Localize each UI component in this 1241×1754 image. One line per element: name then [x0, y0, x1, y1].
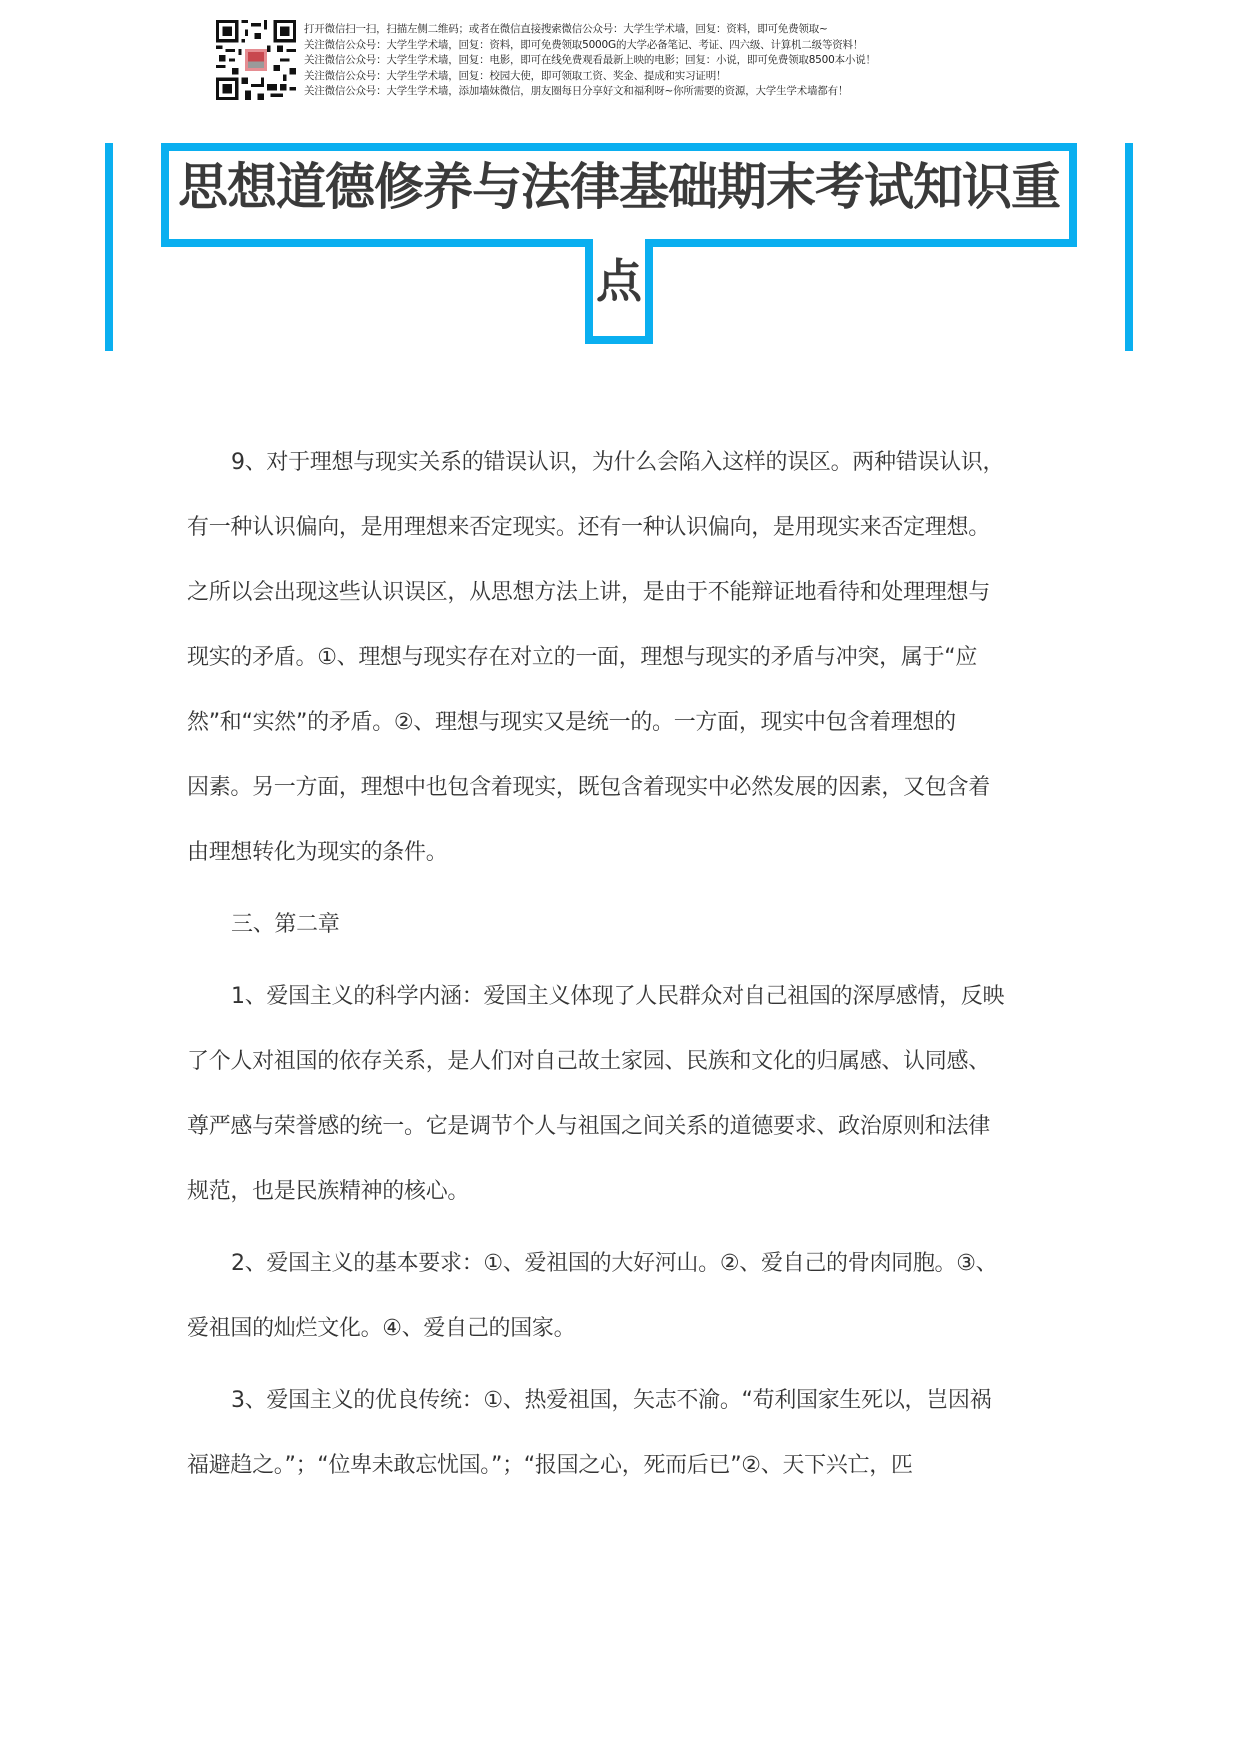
left-accent-bar	[105, 143, 113, 351]
body-line: 1、爱国主义的科学内涵：爱国主义体现了人民群众对自己祖国的深厚感情，反映	[231, 984, 1005, 1009]
page-title-tail: 点	[596, 254, 642, 308]
body-line: 规范，也是民族精神的核心。	[187, 1179, 470, 1204]
promo-line: 打开微信扫一扫，扫描左侧二维码；或者在微信直接搜索微信公众号：大学生学术墙，回复：资料，即可免费领取~	[304, 23, 828, 35]
right-accent-bar	[1125, 143, 1133, 351]
body-line: 现实的矛盾。①、理想与现实存在对立的一面，理想与现实的矛盾与冲突，属于“应	[187, 645, 978, 670]
body-line: 爱祖国的灿烂文化。④、爱自己的国家。	[187, 1316, 576, 1341]
body-line: 由理想转化为现实的条件。	[187, 840, 448, 865]
page-title-box	[161, 143, 1077, 247]
section-heading: 三、第二章	[231, 912, 340, 937]
body-line: 9、对于理想与现实关系的错误认识，为什么会陷入这样的误区。两种错误认识，	[231, 450, 1005, 475]
body-line: 3、爱国主义的优良传统：①、热爱祖国，矢志不渝。“苟利国家生死以，岂因祸	[231, 1388, 992, 1413]
body-line: 之所以会出现这些认识误区，从思想方法上讲，是由于不能辩证地看待和处理理想与	[187, 580, 990, 605]
body-line: 有一种认识偏向，是用理想来否定现实。还有一种认识偏向，是用现实来否定理想。	[187, 515, 990, 540]
page-title: 思想道德修养与法律基础期末考试知识重	[178, 158, 1060, 216]
promo-line: 关注微信公众号：大学生学术墙，回复：电影，即可在线免费观看最新上映的电影；回复：小说，即可免费领取8500本小说！	[304, 54, 876, 67]
qr-code-icon	[216, 20, 296, 100]
promo-line: 关注微信公众号：大学生学术墙，添加墙妹微信，朋友圈每日分享好文和福利呀~你所需要的资源，大学生学术墙都有！	[304, 85, 849, 98]
body-line: 福避趋之。”；“位卑未敢忘忧国。”；“报国之心，死而后已”②、天下兴亡，匹	[187, 1453, 913, 1478]
body-line: 2、爱国主义的基本要求：①、爱祖国的大好河山。②、爱自己的骨肉同胞。③、	[231, 1251, 998, 1276]
promo-line: 关注微信公众号：大学生学术墙，回复：校园大使，即可领取工资、奖金、提成和实习证明！	[304, 69, 727, 82]
document-body	[187, 430, 1047, 1498]
body-line: 了个人对祖国的依存关系，是人们对自己故土家园、民族和文化的归属感、认同感、	[187, 1049, 990, 1074]
page-title-tail-box	[585, 239, 653, 344]
body-line: 然”和“实然”的矛盾。②、理想与现实又是统一的。一方面，现实中包含着理想的	[187, 710, 956, 735]
body-line: 因素。另一方面，理想中也包含着现实，既包含着现实中必然发展的因素，又包含着	[187, 775, 990, 800]
body-line: 尊严感与荣誉感的统一。它是调节个人与祖国之间关系的道德要求、政治原则和法律	[187, 1114, 990, 1139]
promo-line: 关注微信公众号：大学生学术墙，回复：资料，即可免费领取5000G的大学必备笔记、考证、四六级、计算机二级等资料！	[304, 38, 864, 51]
